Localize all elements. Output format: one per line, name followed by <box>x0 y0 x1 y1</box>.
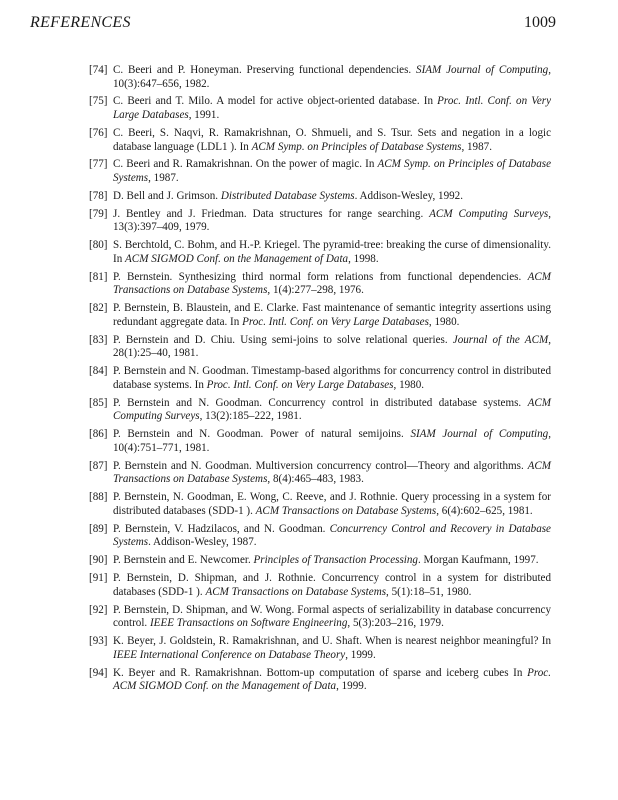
reference-entry <box>89 460 551 487</box>
reference-number: [91] <box>89 572 108 585</box>
reference-venue: Principles of Transaction Processing <box>253 554 418 567</box>
reference-segment: , 13(3):397–409, 1979. <box>113 207 551 234</box>
reference-segment: . Morgan Kaufmann, 1997. <box>417 554 539 567</box>
reference-segment: , 1999. <box>345 648 376 661</box>
reference-number: [93] <box>89 635 108 648</box>
reference-number: [82] <box>89 302 108 315</box>
reference-venue: ACM Symp. on Principles of Database Systems <box>113 158 551 185</box>
reference-text <box>113 604 551 630</box>
reference-text <box>113 95 551 121</box>
reference-venue: IEEE International Conference on Database Theory <box>113 648 346 661</box>
reference-segment: P. Bernstein and N. Goodman. Timestamp-based algorithms for concurrency control in distributed database systems. In <box>113 365 551 391</box>
reference-segment: P. Bernstein and D. Chiu. Using semi-joins to solve relational queries. <box>113 333 453 346</box>
reference-segment: , 1980. <box>428 315 460 328</box>
reference-segment: . Addison-Wesley, 1987. <box>148 536 257 549</box>
reference-segment: , 1998. <box>348 252 379 265</box>
reference-number: [79] <box>89 207 108 220</box>
reference-entry <box>89 64 551 91</box>
reference-segment: , 13(2):185–222, 1981. <box>199 410 302 423</box>
reference-text <box>113 397 551 423</box>
reference-entry <box>89 491 551 518</box>
reference-segment: , 10(3):647–656, 1982. <box>113 64 552 90</box>
reference-venue: ACM Transactions on Database Systems <box>205 585 387 598</box>
reference-segment: C. Beeri and R. Ramakrishnan. On the power of magic. In <box>113 158 378 171</box>
reference-entry <box>89 302 551 329</box>
reference-segment: . Addison-Wesley, 1992. <box>354 189 463 202</box>
reference-segment: P. Bernstein. Synthesizing third normal form relations from functional dependencies. <box>113 270 528 283</box>
reference-entry <box>89 365 551 392</box>
reference-venue: ACM Symp. on Principles of Database Systems <box>251 140 462 153</box>
reference-segment: P. Bernstein, N. Goodman, E. Wong, C. Reeve, and J. Rothnie. Query processing in a system for distributed databases (SDD-1 ). <box>113 491 551 517</box>
reference-entry <box>89 271 551 298</box>
reference-number: [81] <box>89 270 108 283</box>
reference-venue: ACM Computing Surveys <box>429 207 549 220</box>
reference-text <box>113 523 551 549</box>
reference-venue: Proc. Intl. Conf. on Very Large Databases <box>113 95 552 122</box>
reference-venue: Proc. ACM SIGMOD Conf. on the Management of Data <box>113 666 551 693</box>
reference-venue: ACM Transactions on Database Systems <box>255 504 437 517</box>
reference-segment: S. Berchtold, C. Bohm, and H.-P. Kriegel. The pyramid-tree: breaking the curse of dimensionality. In <box>113 239 551 265</box>
reference-entry <box>89 95 551 122</box>
reference-number: [92] <box>89 603 108 616</box>
reference-text <box>113 190 463 202</box>
reference-number: [84] <box>89 365 108 378</box>
reference-entry <box>89 158 551 185</box>
reference-number: [75] <box>89 95 108 108</box>
reference-text <box>113 554 539 566</box>
reference-segment: , 8(4):465–483, 1983. <box>267 473 364 486</box>
reference-number: [74] <box>89 64 108 76</box>
reference-entry <box>89 239 551 266</box>
reference-segment: J. Bentley and J. Friedman. Data structures for range searching. <box>113 207 430 220</box>
reference-segment: P. Bernstein and N. Goodman. Concurrency control in distributed database systems. <box>113 396 528 409</box>
reference-number: [88] <box>89 491 108 504</box>
reference-venue: SIAM Journal of Computing <box>410 428 549 441</box>
reference-number: [78] <box>89 189 108 202</box>
reference-segment: P. Bernstein and E. Newcomer. <box>113 554 254 567</box>
reference-number: [86] <box>89 428 108 441</box>
reference-segment: , 28(1):25–40, 1981. <box>113 333 551 360</box>
reference-segment: , 1999. <box>336 680 367 693</box>
reference-segment: K. Beyer and R. Ramakrishnan. Bottom-up computation of sparse and iceberg cubes In <box>113 666 528 679</box>
reference-text <box>113 460 551 486</box>
reference-segment: , 6(4):602–625, 1981. <box>436 504 533 517</box>
reference-text <box>113 64 551 90</box>
reference-segment: P. Bernstein, D. Shipman, and W. Wong. Formal aspects of serializability in database concurrency control. <box>113 603 551 630</box>
reference-venue: Proc. Intl. Conf. on Very Large Databases <box>206 378 394 391</box>
reference-segment: P. Bernstein, V. Hadzilacos, and N. Goodman. <box>113 522 330 535</box>
reference-entry <box>89 190 551 204</box>
reference-segment: P. Bernstein, D. Shipman, and J. Rothnie. Concurrency control in a system for distributed databases (SDD-1 ). <box>113 572 551 598</box>
reference-number: [89] <box>89 522 108 535</box>
reference-segment: , 5(1):18–51, 1980. <box>386 585 472 598</box>
reference-entry <box>89 127 551 154</box>
reference-segment: P. Bernstein and N. Goodman. Power of natural semijoins. <box>113 428 411 441</box>
reference-segment: , 1987. <box>461 140 492 153</box>
reference-number: [85] <box>89 396 108 409</box>
reference-entry <box>89 604 551 631</box>
reference-segment: C. Beeri, S. Naqvi, R. Ramakrishnan, O. Shmueli, and S. Tsur. Sets and negation in a logic database language (LDL1 ). In <box>113 126 551 153</box>
page-number: 1009 <box>524 14 556 31</box>
reference-list <box>89 64 551 698</box>
reference-number: [94] <box>89 666 108 679</box>
reference-entry <box>89 428 551 455</box>
reference-text <box>113 491 551 517</box>
reference-venue: Journal of the ACM <box>452 333 549 346</box>
reference-segment: C. Beeri and T. Milo. A model for active object-oriented database. In <box>113 95 438 108</box>
reference-segment: , 1987. <box>148 172 179 185</box>
reference-text <box>113 239 551 265</box>
reference-venue: Distributed Database Systems <box>220 189 355 202</box>
reference-text <box>113 127 551 153</box>
reference-text <box>113 572 551 598</box>
reference-text <box>113 208 551 234</box>
reference-entry <box>89 397 551 424</box>
reference-segment: , 5(3):203–216, 1979. <box>347 617 444 630</box>
reference-text <box>113 428 551 454</box>
reference-entry <box>89 208 551 235</box>
reference-entry <box>89 523 551 550</box>
reference-text <box>113 302 551 328</box>
reference-entry <box>89 572 551 599</box>
reference-entry <box>89 667 551 694</box>
reference-venue: Concurrency Control and Recovery in Database Systems <box>113 522 551 549</box>
reference-entry <box>89 554 551 568</box>
reference-text <box>113 158 551 184</box>
running-title: REFERENCES <box>30 14 131 31</box>
reference-segment: , 1980. <box>393 378 425 391</box>
reference-number: [90] <box>89 554 108 567</box>
reference-text <box>113 334 551 360</box>
reference-number: [77] <box>89 158 108 171</box>
reference-entry <box>89 334 551 361</box>
reference-venue: SIAM Journal of Computing <box>416 64 549 76</box>
reference-text <box>113 667 551 693</box>
reference-venue: ACM SIGMOD Conf. on the Management of Data <box>125 252 349 265</box>
reference-segment: D. Bell and J. Grimson. <box>113 189 221 202</box>
reference-segment: , 1991. <box>188 109 220 122</box>
reference-text <box>113 635 551 661</box>
reference-segment: , 10(4):751–771, 1981. <box>113 428 551 454</box>
reference-text <box>113 365 551 391</box>
reference-number: [83] <box>89 333 108 346</box>
reference-venue: Proc. Intl. Conf. on Very Large Databases <box>242 315 429 328</box>
reference-venue: ACM Transactions on Database Systems <box>113 270 551 297</box>
reference-segment: P. Bernstein and N. Goodman. Multiversion concurrency control—Theory and algorithms. <box>113 459 528 472</box>
reference-text <box>113 271 551 297</box>
reference-number: [76] <box>89 126 108 139</box>
reference-venue: ACM Transactions on Database Systems <box>113 459 551 486</box>
reference-segment: P. Bernstein, B. Blaustein, and E. Clarke. Fast maintenance of semantic integrity assertions using redundant aggregate data. In <box>113 302 551 328</box>
reference-venue: IEEE Transactions on Software Engineering <box>149 617 348 630</box>
reference-segment: C. Beeri and P. Honeyman. Preserving functional dependencies. <box>113 64 417 76</box>
reference-number: [87] <box>89 459 108 472</box>
reference-segment: , 1(4):277–298, 1976. <box>267 284 364 297</box>
reference-segment: K. Beyer, J. Goldstein, R. Ramakrishnan, and U. Shaft. When is nearest neighbor meaningful? In <box>113 635 551 648</box>
running-header <box>30 14 556 32</box>
reference-venue: ACM Computing Surveys <box>113 396 551 423</box>
reference-entry <box>89 635 551 662</box>
reference-number: [80] <box>89 239 108 252</box>
